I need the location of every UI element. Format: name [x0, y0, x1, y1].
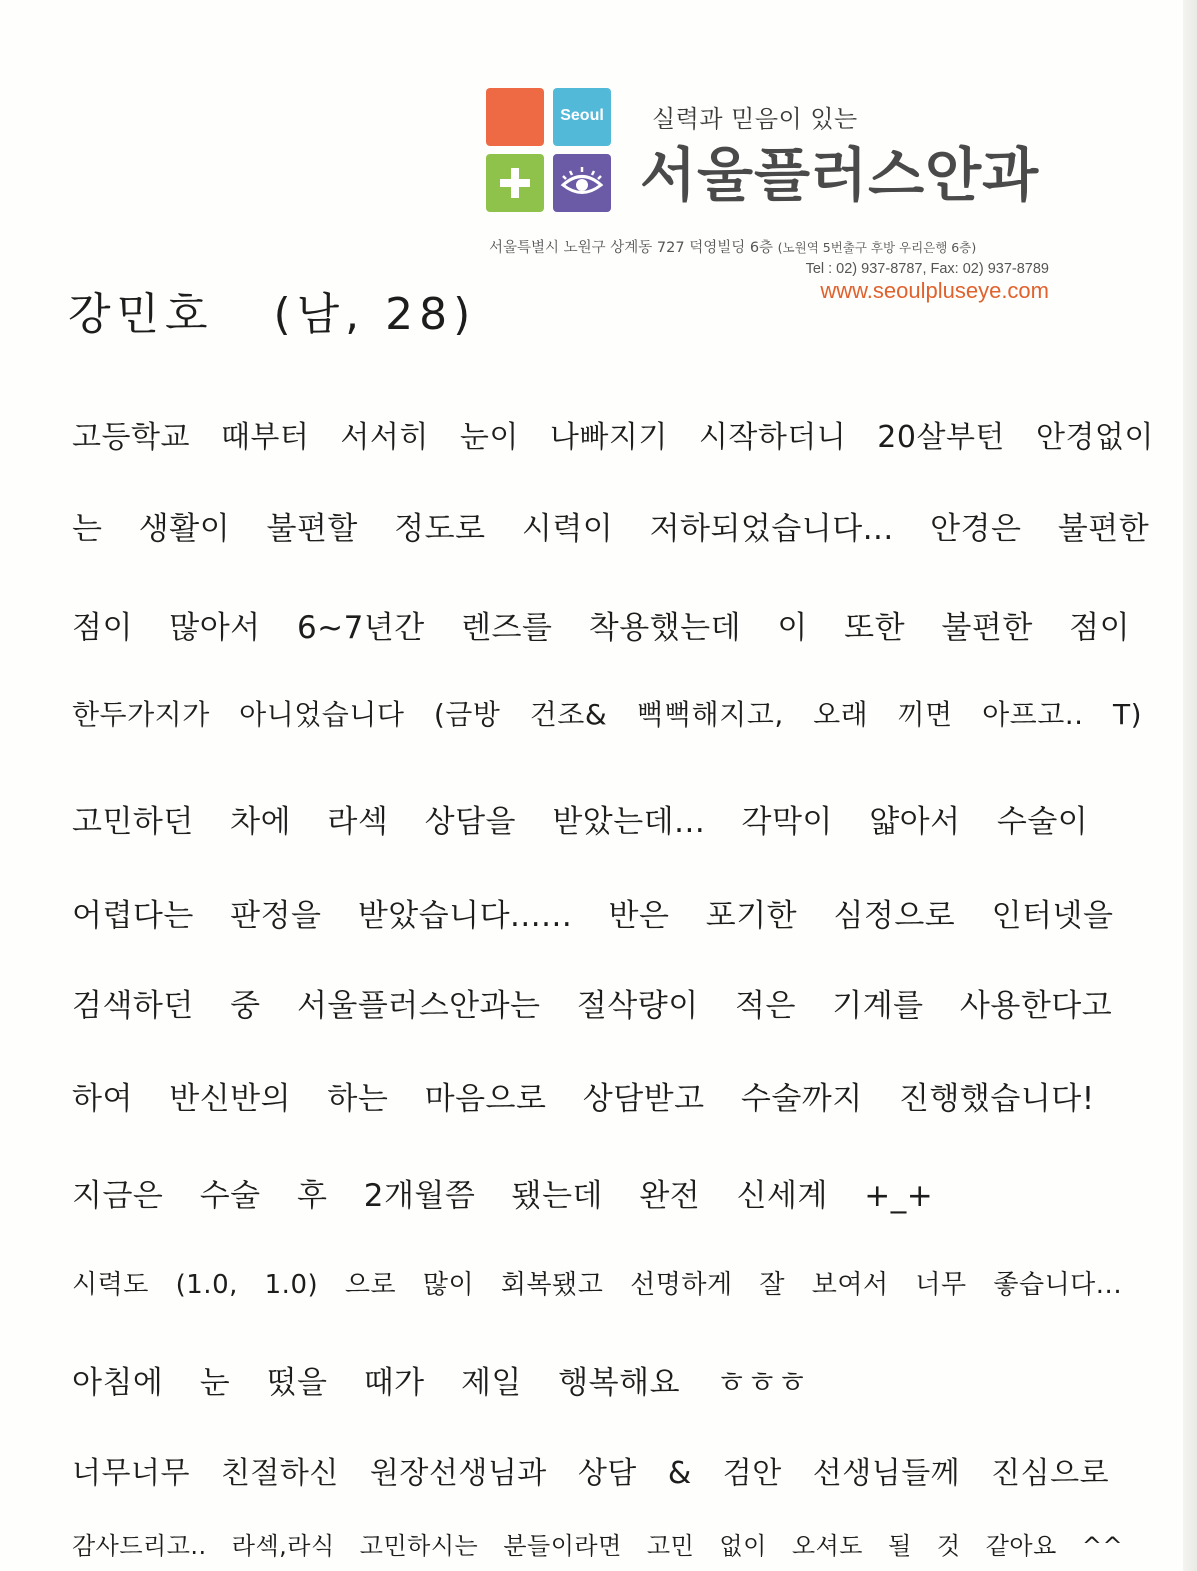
- clinic-contact: Tel : 02) 937-8787, Fax: 02) 937-8789: [805, 261, 1049, 277]
- letter-line: 는 생활이 불편할 정도로 시력이 저하되었습니다... 안경은 불편한: [72, 511, 1150, 547]
- letter-line: 지금은 수술 후 2개월쯤 됐는데 완전 신세계 +_+: [72, 1178, 934, 1214]
- letter-line: 어렵다는 판정을 받았습니다...... 반은 포기한 심정으로 인터넷을: [72, 898, 1114, 934]
- writer-info: (남, 28): [273, 289, 477, 340]
- clinic-website: www.seoulpluseye.com: [820, 278, 1049, 303]
- writer-heading: [68, 278, 476, 342]
- logo-blue-tile: [553, 88, 611, 146]
- clinic-logo: [486, 88, 612, 212]
- logo-eye-tile: [553, 154, 611, 212]
- logo-orange-tile: [486, 88, 544, 146]
- clinic-address: [489, 236, 976, 257]
- page-edge-shadow: [1183, 0, 1197, 1571]
- eye-icon: [553, 154, 611, 212]
- address-main: 서울특별시 노원구 상계동 727 덕영빌딩 6층: [489, 240, 774, 256]
- letter-line: 점이 많아서 6~7년간 렌즈를 착용했는데 이 또한 불편한 점이: [72, 610, 1131, 646]
- letter-line: 검색하던 중 서울플러스안과는 절삭량이 적은 기계를 사용한다고: [72, 988, 1113, 1024]
- clinic-slogan: 실력과 믿음이 있는: [652, 105, 858, 133]
- letter-line: 고등학교 때부터 서서히 눈이 나빠지기 시작하더니 20살부턴 안경없이: [72, 420, 1154, 455]
- letter-line: 고민하던 차에 라섹 상담을 받았는데... 각막이 얇아서 수술이: [72, 804, 1089, 840]
- clinic-name: 서울플러스안과: [640, 141, 1040, 209]
- letter-line: 하여 반신반의 하는 마음으로 상담받고 수술까지 진행했습니다!: [72, 1081, 1095, 1117]
- letter-line: 아침에 눈 떴을 때가 제일 행복해요 ㅎㅎㅎ: [72, 1365, 808, 1401]
- letter-line: 너무너무 친절하신 원장선생님과 상담 & 검안 선생님들께 진심으로: [72, 1456, 1110, 1491]
- letter-line: 감사드리고.. 라섹,라식 고민하시는 분들이라면 고민 없이 오셔도 될 것 같아요 ^^: [72, 1532, 1124, 1560]
- plus-icon-bar: [511, 168, 519, 198]
- letter-line: 한두가지가 아니었습니다 (금방 건조& 뻑뻑해지고, 오래 끼면 아프고.. T): [72, 698, 1142, 731]
- writer-name: 강민호: [68, 289, 214, 340]
- logo-seoul-text: Seoul: [560, 107, 604, 124]
- address-note: (노원역 5번출구 후방 우리은행 6층): [777, 240, 977, 255]
- logo-plus-tile: [486, 154, 544, 212]
- letter-line: 시력도 (1.0, 1.0) 으로 많이 회복됐고 선명하게 잘 보여서 너무 좋습니다...: [72, 1270, 1123, 1300]
